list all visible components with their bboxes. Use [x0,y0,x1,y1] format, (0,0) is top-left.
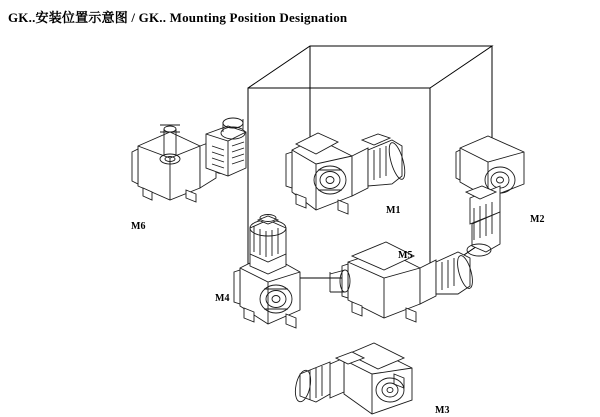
label-m4: M4 [215,293,230,304]
gear-unit-m2 [456,136,524,256]
mounting-position-diagram [0,28,600,417]
label-m1: M1 [386,205,401,216]
label-m3: M3 [435,405,450,416]
gear-unit-m4 [234,215,300,329]
label-m6: M6 [131,221,146,232]
label-m2: M2 [530,214,545,225]
label-m5: M5 [398,250,413,261]
gear-unit-m1 [286,133,408,214]
page-title: GK..安装位置示意图 / GK.. Mounting Position Designation [8,10,348,25]
gear-unit-m6 [132,118,246,202]
gear-unit-m3 [293,343,412,414]
diagram-svg [0,28,600,417]
